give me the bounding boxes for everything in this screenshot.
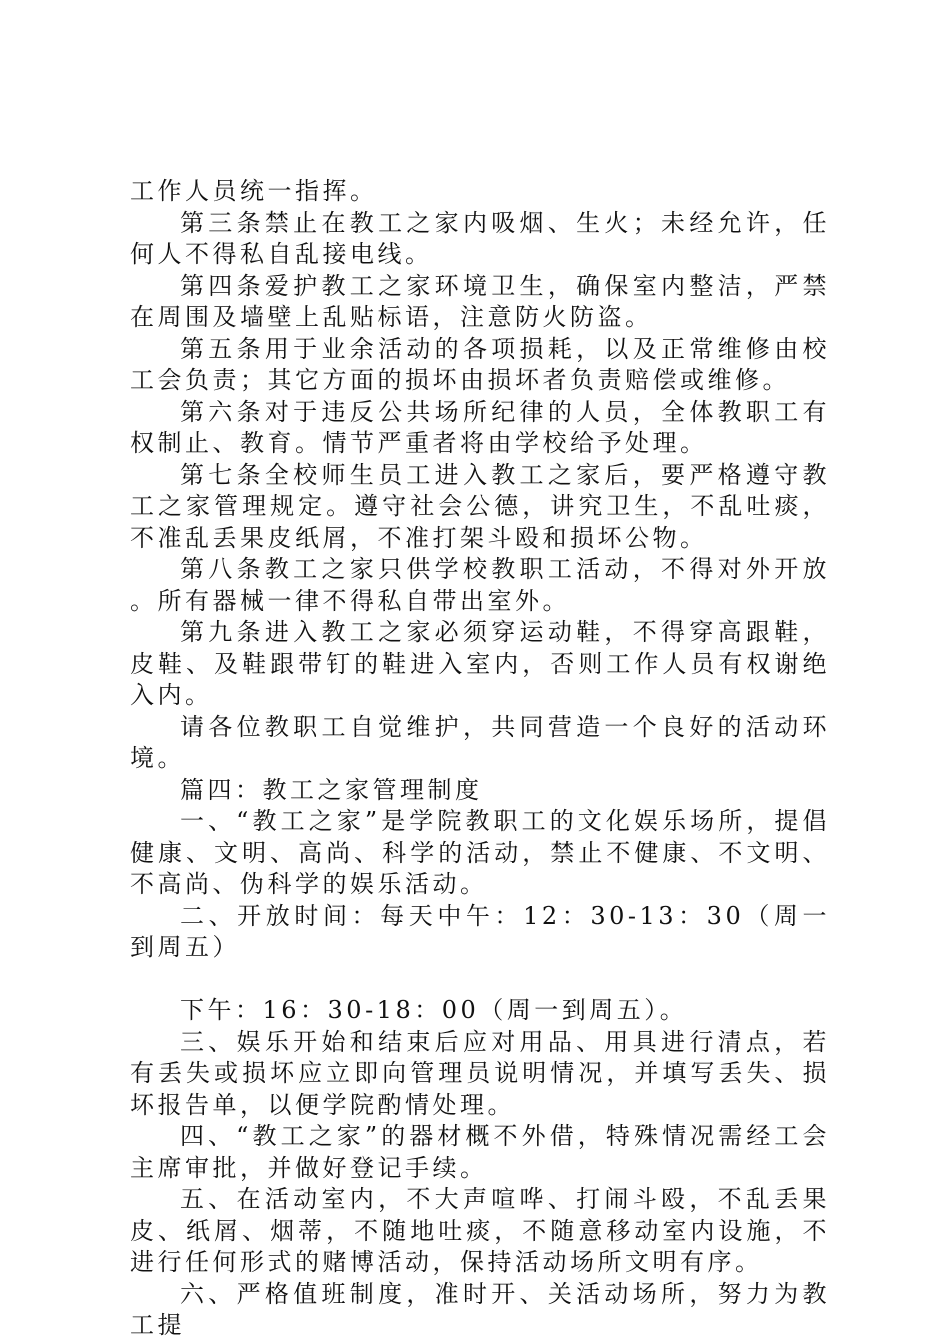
paragraph-item-2-hours-afternoon: 下午：16：30-18：00（周一到周五）。 <box>180 996 688 1024</box>
paragraph-item-2-hours-noon: 二、开放时间：每天中午：12：30-13：30（周一到周五） <box>130 901 830 961</box>
paragraph-article-4: 第四条爱护教工之家环境卫生，确保室内整洁，严禁在周围及墙壁上乱贴标语，注意防火防盗。 <box>130 271 830 331</box>
paragraph-article-7: 第七条全校师生员工进入教工之家后，要严格遵守教工之家管理规定。遵守社会公德，讲究卫生，不乱吐痰，不准乱丢果皮纸屑，不准打架斗殴和损坏公物。 <box>130 460 830 552</box>
document-body <box>130 176 830 1342</box>
paragraph-item-1: 一、“教工之家”是学院教职工的文化娱乐场所，提倡健康、文明、高尚、科学的活动，禁止不健康、不文明、不高尚、伪科学的娱乐活动。 <box>130 807 830 898</box>
section-heading: 篇四：教工之家管理制度 <box>180 775 483 804</box>
paragraph-article-8: 第八条教工之家只供学校教职工活动，不得对外开放。所有器械一律不得私自带出室外。 <box>130 555 830 615</box>
paragraph-item-6: 六、严格值班制度，准时开、关活动场所，努力为教工提 <box>130 1279 830 1339</box>
paragraph-item-4: 四、“教工之家”的器材概不外借，特殊情况需经工会主席审批，并做好登记手续。 <box>130 1122 830 1182</box>
paragraph-item-5: 五、在活动室内，不大声喧哗、打闹斗殴，不乱丢果皮、纸屑、烟蒂，不随地吐痰，不随意移动室内设施，不进行任何形式的赌博活动，保持活动场所文明有序。 <box>130 1185 830 1276</box>
paragraph-article-3: 第三条禁止在教工之家内吸烟、生火；未经允许，任何人不得私自乱接电线。 <box>130 208 830 268</box>
paragraph-article-5: 第五条用于业余活动的各项损耗，以及正常维修由校工会负责；其它方面的损坏由损坏者负责赔偿或维修。 <box>130 334 830 394</box>
paragraph-closing-note: 请各位教职工自觉维护，共同营造一个良好的活动环境。 <box>130 712 830 772</box>
paragraph-article-6: 第六条对于违反公共场所纪律的人员，全体教职工有权制止、教育。情节严重者将由学校给予处理。 <box>130 397 830 457</box>
paragraph-article-9: 第九条进入教工之家必须穿运动鞋，不得穿高跟鞋，皮鞋、及鞋跟带钉的鞋进入室内，否则工作人员有权谢绝入内。 <box>130 618 830 709</box>
paragraph-item-3: 三、娱乐开始和结束后应对用品、用具进行清点，若有丢失或损坏应立即向管理员说明情况，并填写丢失、损坏报告单，以便学院酌情处理。 <box>130 1027 830 1119</box>
paragraph-continuation: 工作人员统一指挥。 <box>130 177 378 205</box>
